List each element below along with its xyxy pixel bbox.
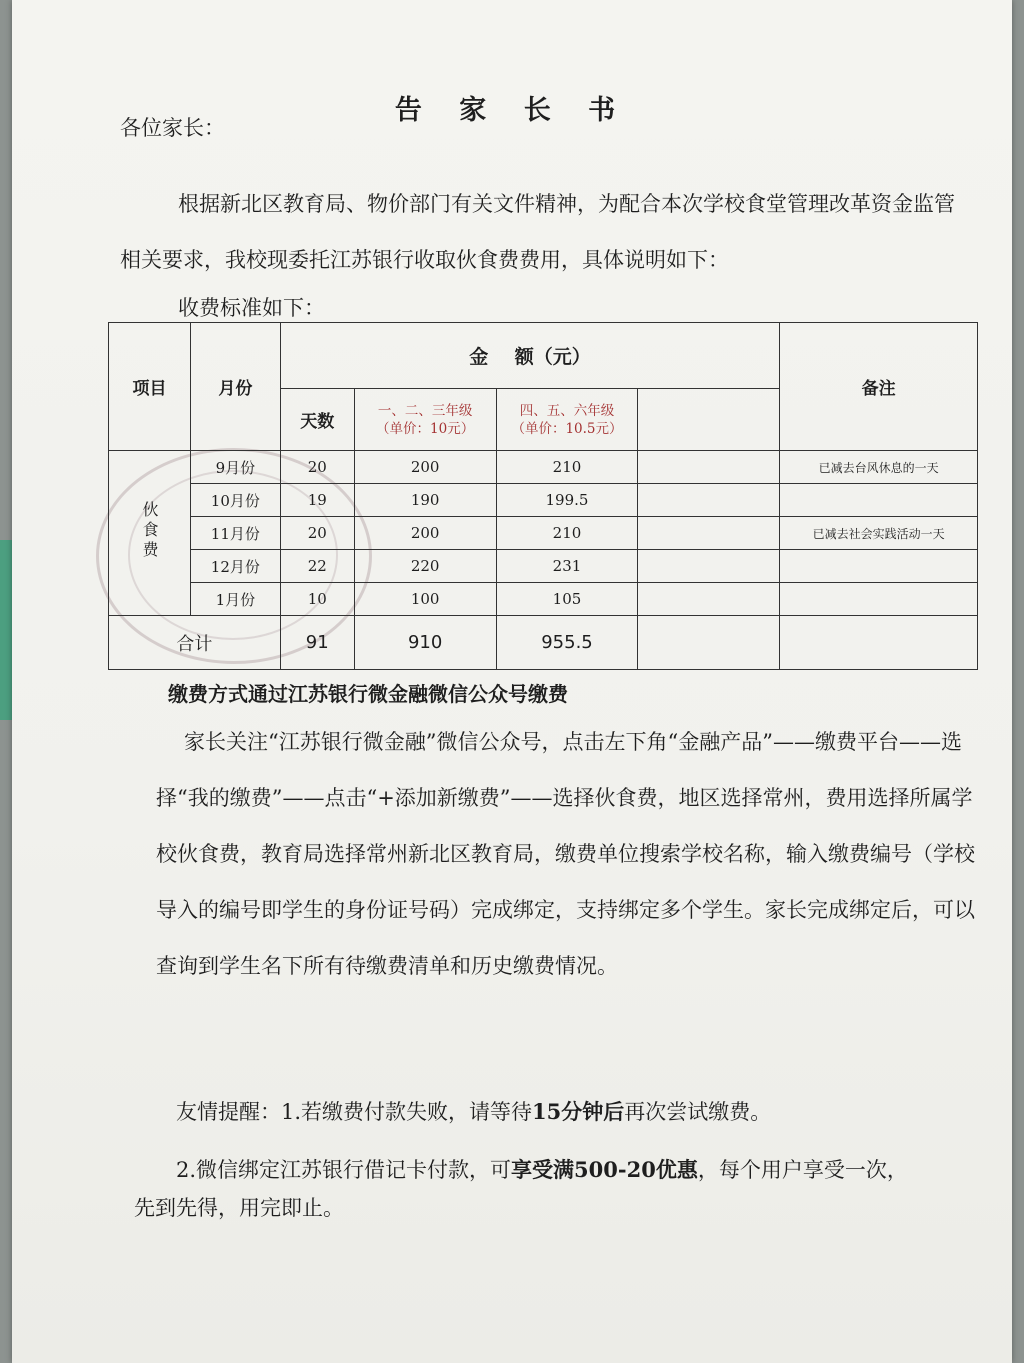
blank-cell: [638, 550, 780, 583]
month-cell: 11月份: [190, 517, 280, 550]
g456-cell: 199.5: [496, 484, 638, 517]
remark-cell: [780, 484, 978, 517]
days-cell: 20: [280, 451, 354, 484]
header-amount: 金 额（元）: [280, 323, 779, 389]
total-g456: 955.5: [496, 616, 638, 670]
fee-table: [108, 322, 978, 670]
tip2-prefix: 2.微信绑定江苏银行借记卡付款，可: [176, 1158, 512, 1182]
remark-cell: [780, 583, 978, 616]
remark-cell: 已减去台风休息的一天: [780, 451, 978, 484]
table-row: [109, 517, 978, 550]
days-cell: 10: [280, 583, 354, 616]
total-remark: [780, 616, 978, 670]
remark-cell: [780, 550, 978, 583]
header-grade123: [354, 389, 496, 451]
payment-heading: 缴费方式通过江苏银行微金融微信公众号缴费: [168, 682, 568, 706]
g123-cell: 200: [354, 517, 496, 550]
tip1-suffix: 再次尝试缴费。: [624, 1100, 772, 1124]
tip1-bold: 15分钟后: [532, 1099, 625, 1124]
row-group-label: 伙食费: [139, 501, 159, 562]
table-row: [109, 484, 978, 517]
g456-cell: 231: [496, 550, 638, 583]
month-cell: 1月份: [190, 583, 280, 616]
row-group-cell: [109, 451, 191, 616]
tip-2: [176, 1158, 908, 1182]
blank-cell: [638, 616, 780, 670]
grade123-price: （单价：10元）: [376, 420, 475, 437]
table-row: [109, 550, 978, 583]
month-cell: 9月份: [190, 451, 280, 484]
days-cell: 19: [280, 484, 354, 517]
header-month: 月份: [190, 323, 280, 451]
page-title: 告 家 长 书: [394, 95, 630, 126]
blank-cell: [638, 583, 780, 616]
tip2-suffix: ，每个用户享受一次，: [697, 1158, 908, 1182]
notice-paper: [12, 0, 1012, 1363]
blank-cell: [638, 484, 780, 517]
header-grade456: [496, 389, 638, 451]
total-days: 91: [280, 616, 354, 670]
g456-cell: 210: [496, 517, 638, 550]
blank-cell: [638, 451, 780, 484]
days-cell: 20: [280, 517, 354, 550]
blank-cell: [638, 517, 780, 550]
tip-1: [176, 1100, 771, 1124]
fee-standard-label: 收费标准如下：: [178, 296, 325, 320]
grade456-price: （单价：10.5元）: [511, 420, 623, 437]
remark-cell: 已减去社会实践活动一天: [780, 517, 978, 550]
header-days: 天数: [280, 389, 354, 451]
month-cell: 12月份: [190, 550, 280, 583]
grade123-label: 一、二、三年级: [377, 402, 473, 419]
total-row: [109, 616, 978, 670]
total-g123: 910: [354, 616, 496, 670]
total-label: 合计: [109, 616, 281, 670]
table-row: [109, 451, 978, 484]
g456-cell: 105: [496, 583, 638, 616]
grade456-label: 四、五、六年级: [519, 402, 615, 419]
g123-cell: 200: [354, 451, 496, 484]
g456-cell: 210: [496, 451, 638, 484]
header-remark: 备注: [780, 323, 978, 451]
month-cell: 10月份: [190, 484, 280, 517]
tip2-bold: 享受满500-20优惠: [511, 1157, 698, 1182]
days-cell: 22: [280, 550, 354, 583]
g123-cell: 100: [354, 583, 496, 616]
payment-paragraph: 家长关注“江苏银行微金融”微信公众号，点击左下角“金融产品”——缴费平台——选择“我的缴费”——点击“+添加新缴费”——选择伙食费，地区选择常州，费用选择所属学校伙食费，教育局选择常州新北区教育局，缴费单位搜索学校名称，输入缴费编号（学校导入的编号即学生的身份证号码）完成绑定，支持绑定多个学生。家长完成绑定后，可以查询到学生名下所有待缴费清单和历史缴费情况。: [156, 730, 975, 978]
g123-cell: 220: [354, 550, 496, 583]
header-blank: [638, 389, 780, 451]
intro-paragraph: 根据新北区教育局、物价部门有关文件精神，为配合本次学校食堂管理改革资金监管相关要求，我校现委托江苏银行收取伙食费费用，具体说明如下：: [120, 192, 955, 272]
salutation: 各位家长：: [120, 116, 225, 140]
tip1-prefix: 友情提醒：1.若缴费付款失败，请等待: [176, 1100, 533, 1124]
header-item: 项目: [109, 323, 191, 451]
g123-cell: 190: [354, 484, 496, 517]
table-row: [109, 583, 978, 616]
tip-3: 先到先得，用完即止。: [134, 1196, 344, 1220]
